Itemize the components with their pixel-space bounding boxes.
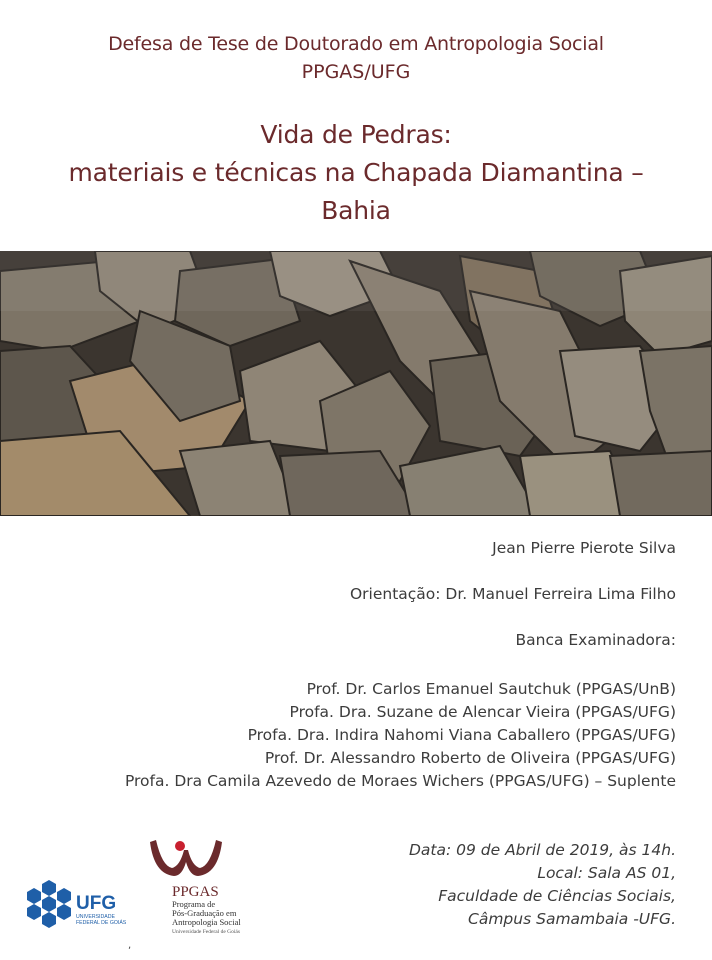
event-faculty: Faculdade de Ciências Sociais, — [438, 887, 676, 905]
event-room: Local: Sala AS 01, — [537, 864, 676, 882]
ppgas-logo-sub3: Antropologia Social — [172, 917, 241, 927]
committee-member: Prof. Dr. Carlos Emanuel Sautchuk (PPGAS/UnB) — [306, 680, 676, 698]
committee-member: Profa. Dra. Indira Nahomi Viana Caballero (PPGAS/UFG) — [247, 726, 676, 744]
committee-label: Banca Examinadora: — [515, 631, 676, 649]
ppgas-logo-sub2: Pós-Graduação em — [172, 908, 237, 918]
event-campus: Câmpus Samambaia -UFG. — [468, 910, 676, 928]
title-line-2: materiais e técnicas na Chapada Diamantina – — [68, 158, 644, 187]
ufg-logo-sub2: FEDERAL DE GOIÁS — [76, 920, 127, 926]
ppgas-dot-icon — [175, 841, 185, 851]
ppgas-logo-sub1: Programa de — [172, 899, 216, 909]
program-name: PPGAS/UFG — [301, 61, 411, 83]
title-line-1: Vida de Pedras: — [260, 120, 452, 149]
stone-slabs-photo — [0, 251, 712, 516]
committee-member: Profa. Dra. Suzane de Alencar Vieira (PPGAS/UFG) — [289, 703, 676, 721]
ppgas-logo-text: PPGAS — [172, 884, 219, 900]
ppgas-logo-sub4: Universidade Federal de Goiás — [172, 929, 240, 935]
advisor: Orientação: Dr. Manuel Ferreira Lima Filho — [349, 585, 676, 603]
event-type: Defesa de Tese de Doutorado em Antropologia Social — [108, 33, 604, 55]
ufg-logo-text: UFG — [76, 893, 117, 914]
committee-member: Prof. Dr. Alessandro Roberto de Oliveira (PPGAS/UFG) — [264, 749, 676, 767]
ufg-logo — [24, 878, 134, 934]
title-line-3: Bahia — [321, 196, 391, 225]
stray-mark: , — [128, 940, 132, 951]
ppgas-mark-icon — [150, 840, 222, 876]
committee-member: Profa. Dra Camila Azevedo de Moraes Wichers (PPGAS/UFG) – Suplente — [124, 772, 676, 790]
committee-list — [125, 678, 676, 793]
event-details — [409, 839, 676, 931]
event-header — [0, 30, 712, 86]
ppgas-logo — [146, 832, 296, 942]
ufg-logo-sub1: UNIVERSIDADE — [76, 914, 115, 920]
author-name: Jean Pierre Pierote Silva — [492, 539, 676, 557]
thesis-title — [0, 116, 712, 230]
event-date: Data: 09 de Abril de 2019, às 14h. — [408, 841, 676, 859]
